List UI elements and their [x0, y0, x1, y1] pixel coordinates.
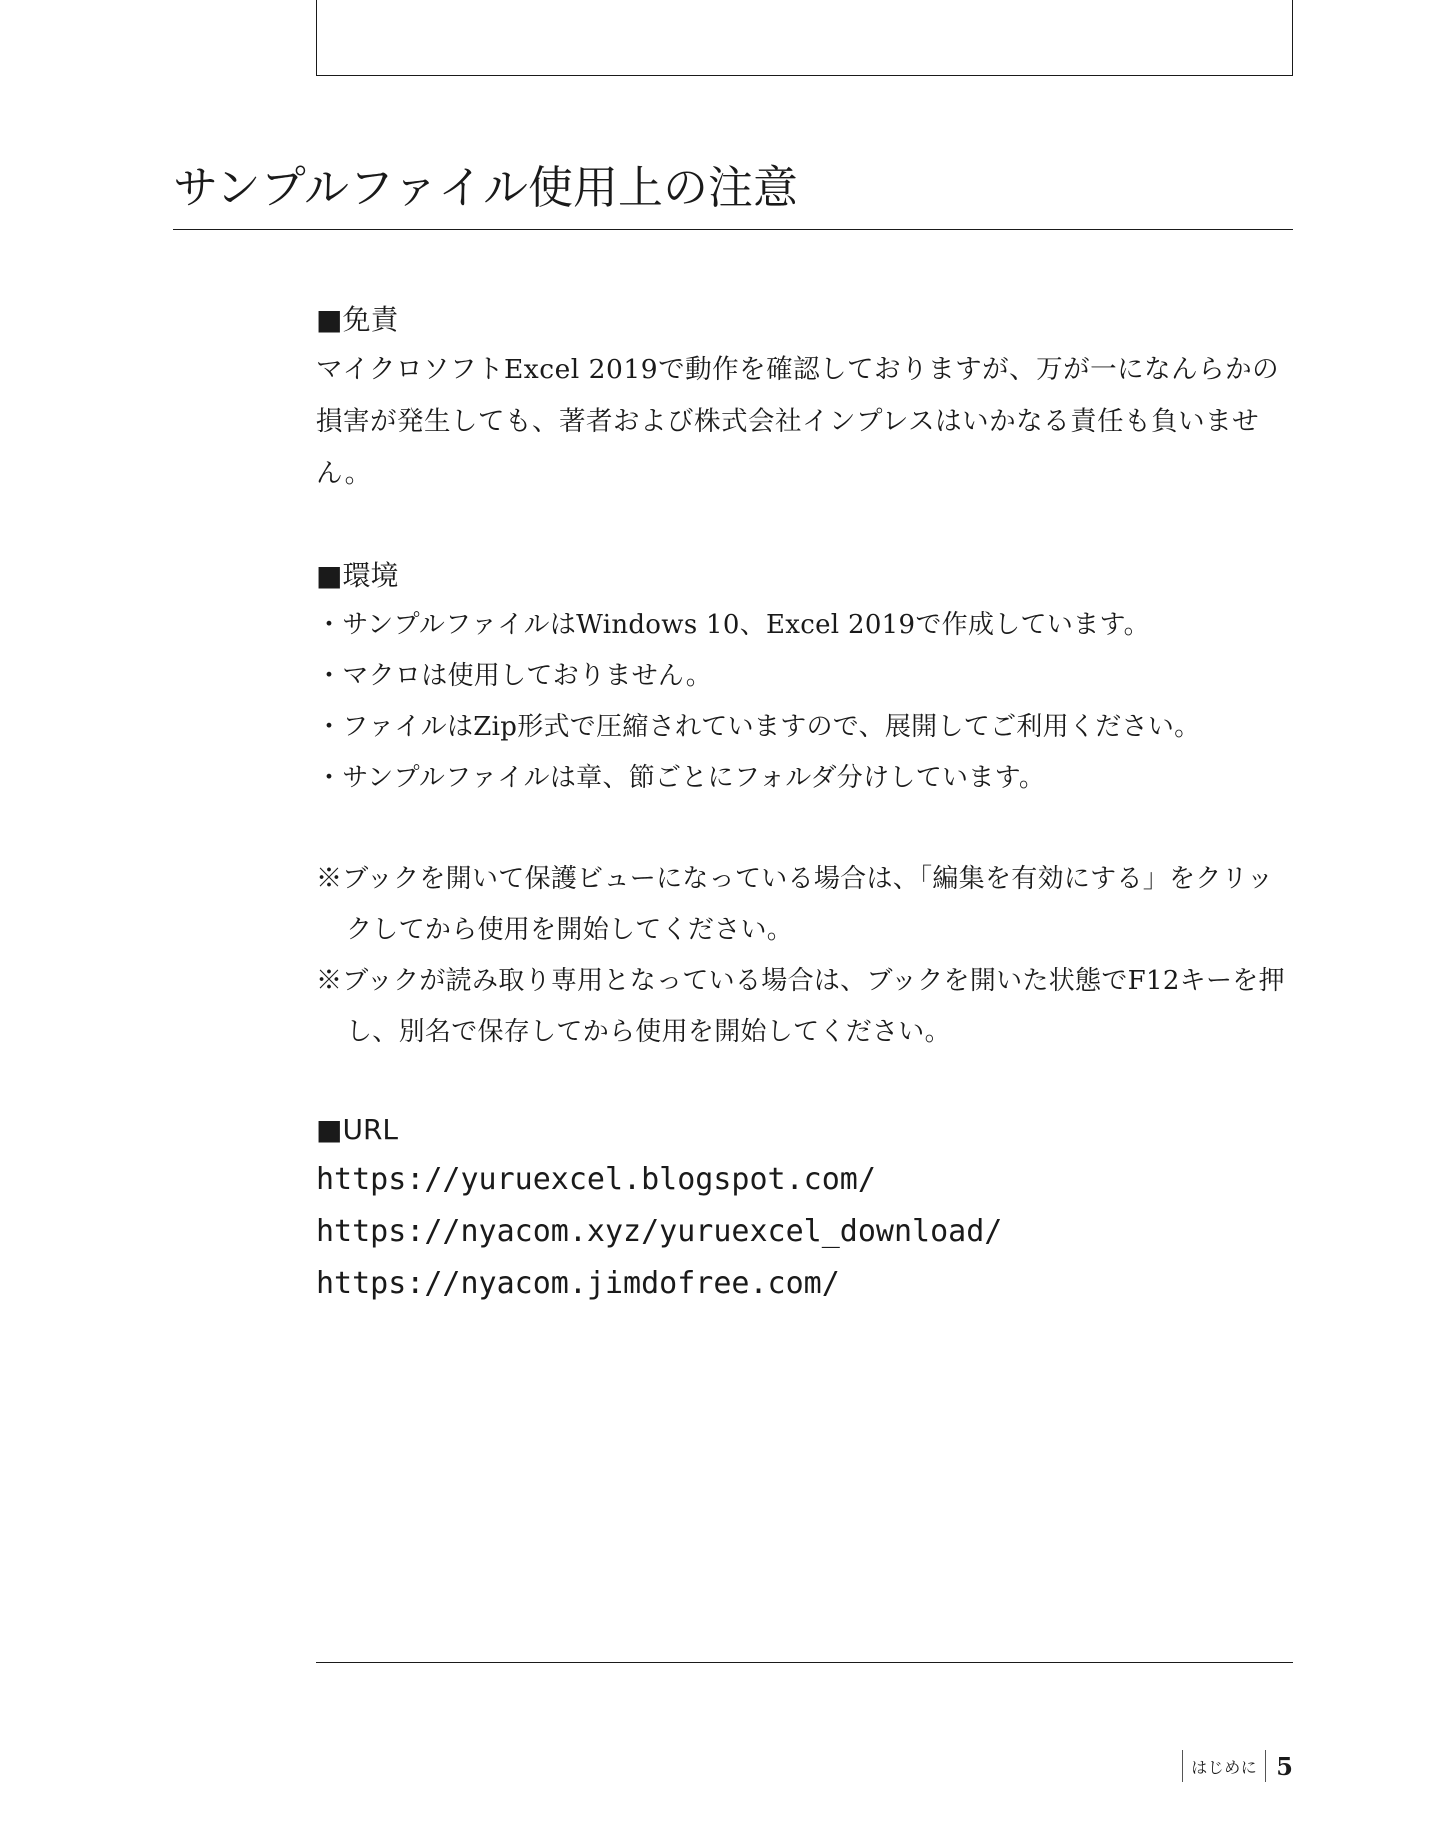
disclaimer-heading-text: 免責	[342, 303, 399, 336]
top-frame-box	[316, 0, 1293, 76]
page-title: サンプルファイル使用上の注意	[173, 161, 799, 214]
url-link-download[interactable]: https://nyacom.xyz/yuruexcel_download/	[316, 1214, 1003, 1249]
disclaimer-body: マイクロソフトExcel 2019で動作を確認しておりますが、万が一になんらかの損害が発生しても、著者および株式会社インプレスはいかなる責任も負いません。	[316, 354, 1280, 489]
list-item: ・マクロは使用しておりません。	[316, 661, 713, 691]
page-footer	[1182, 1746, 1293, 1786]
url-heading-text: URL	[342, 1113, 399, 1146]
environment-section	[316, 552, 1293, 1058]
bottom-divider	[316, 1662, 1293, 1663]
list-item: ・サンプルファイルは章、節ごとにフォルダ分けしています。	[316, 763, 1046, 793]
environment-heading-text: 環境	[342, 559, 399, 592]
square-bullet-icon: ■	[316, 559, 343, 592]
url-heading	[316, 1106, 1293, 1154]
list-item: ・サンプルファイルはWindows 10、Excel 2019で作成しています。	[316, 610, 1150, 640]
url-section	[316, 1106, 1293, 1310]
square-bullet-icon: ■	[316, 1113, 343, 1146]
url-link-blog[interactable]: https://yuruexcel.blogspot.com/	[316, 1162, 876, 1197]
note-read-only: ※ブックが読み取り専用となっている場合は、ブックを開いた状態でF12キーを押し、別名で保存してから使用を開始してください。	[316, 966, 1285, 1047]
title-divider	[173, 229, 1293, 230]
url-link-jimdo[interactable]: https://nyacom.jimdofree.com/	[316, 1266, 840, 1301]
environment-list	[316, 600, 1293, 804]
main-content	[316, 296, 1293, 1310]
disclaimer-heading	[316, 296, 1293, 344]
environment-heading	[316, 552, 1293, 600]
disclaimer-section	[316, 296, 1293, 500]
note-protected-view: ※ブックを開いて保護ビューになっている場合は、「編集を有効にする」をクリックしてから使用を開始してください。	[316, 864, 1274, 945]
list-item: ・ファイルはZip形式で圧縮されていますので、展開してご利用ください。	[316, 712, 1201, 742]
footer-section-label: はじめに	[1191, 1757, 1258, 1777]
page-number: 5	[1276, 1751, 1293, 1781]
square-bullet-icon: ■	[316, 303, 343, 336]
